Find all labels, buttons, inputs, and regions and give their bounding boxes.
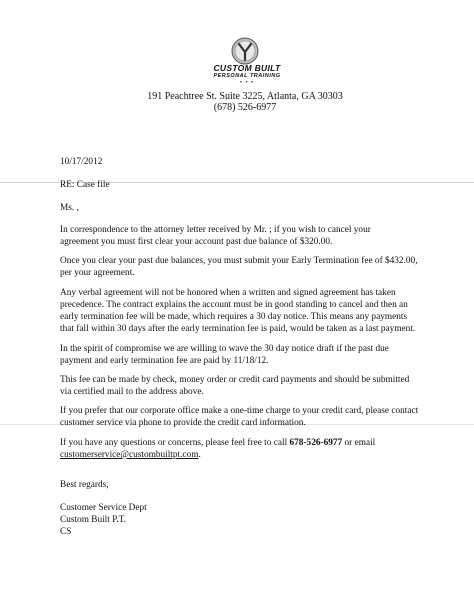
closing-regards: Best regards, bbox=[60, 480, 109, 490]
text-line: early termination fee will be made, which requires a 30 day notice. This means any payments bbox=[60, 312, 408, 322]
brand-block bbox=[182, 64, 312, 86]
period: . bbox=[198, 450, 201, 460]
contact-text-suffix: or email bbox=[342, 438, 376, 448]
stylized-y-circle-logo-icon bbox=[230, 36, 260, 66]
text-line: If you prefer that our corporate office make a one-time charge to your credit card, please contact bbox=[60, 406, 419, 416]
paragraph-4 bbox=[60, 343, 440, 367]
contact-text: If you have any questions or concerns, please feel free to call bbox=[60, 438, 290, 448]
text-line: precedence. The contract explains the account must be in good standing to cancel and then an bbox=[60, 300, 408, 310]
email-link[interactable]: customerservice@custombuiltpt.com bbox=[60, 450, 199, 460]
letter-date: 10/17/2012 bbox=[60, 157, 103, 167]
text-line: payment and early termination fee are paid by 11/18/12. bbox=[60, 356, 269, 366]
closing-dept: Customer Service Dept bbox=[60, 503, 147, 513]
text-line: customer service via phone to provide the credit card information. bbox=[60, 418, 306, 428]
paragraph-1 bbox=[60, 224, 440, 248]
paragraph-6 bbox=[60, 405, 440, 429]
closing-company: Custom Built P.T. bbox=[60, 515, 126, 525]
brand-name: CUSTOM BUILT bbox=[213, 63, 281, 73]
text-line: In correspondence to the attorney letter received by Mr. ; if you wish to cancel your bbox=[60, 225, 371, 235]
brand-subtitle: PERSONAL TRAINING bbox=[213, 73, 281, 79]
contact-phone: 678-526-6977 bbox=[289, 438, 343, 448]
text-line: via certified mail to the address above. bbox=[60, 387, 204, 397]
paragraph-5 bbox=[60, 374, 440, 398]
text-line: This fee can be made by check, money order or credit card payments and should be submitted bbox=[60, 375, 410, 385]
text-line bbox=[60, 437, 440, 449]
text-line: agreement you must first clear your account past due balance of $320.00. bbox=[60, 237, 333, 247]
company-address: 191 Peachtree St. Suite 3225, Atlanta, GA 30303 bbox=[147, 91, 343, 102]
text-line: that fall within 30 days after the early termination fee is paid, would be taken as a last payment. bbox=[60, 324, 416, 334]
text-line: Once you clear your past due balances, you must submit your Early Termination fee of $432.00, bbox=[60, 256, 418, 266]
paragraph-7 bbox=[60, 437, 440, 461]
text-line: In the spirit of compromise we are willing to wave the 30 day notice draft if the past due bbox=[60, 344, 389, 354]
text-line: per your agreement. bbox=[60, 268, 135, 278]
text-line bbox=[60, 449, 440, 461]
paragraph-2 bbox=[60, 255, 440, 279]
text-line: Any verbal agreement will not be honored when a written and signed agreement has taken bbox=[60, 288, 396, 298]
letter-salutation: Ms. , bbox=[60, 203, 79, 213]
closing-initials: CS bbox=[60, 527, 72, 537]
letter-subject: RE: Case file bbox=[60, 180, 110, 190]
brand-dots: • • • bbox=[239, 80, 255, 86]
paragraph-3 bbox=[60, 287, 440, 335]
company-phone: (678) 526-6977 bbox=[213, 102, 277, 113]
